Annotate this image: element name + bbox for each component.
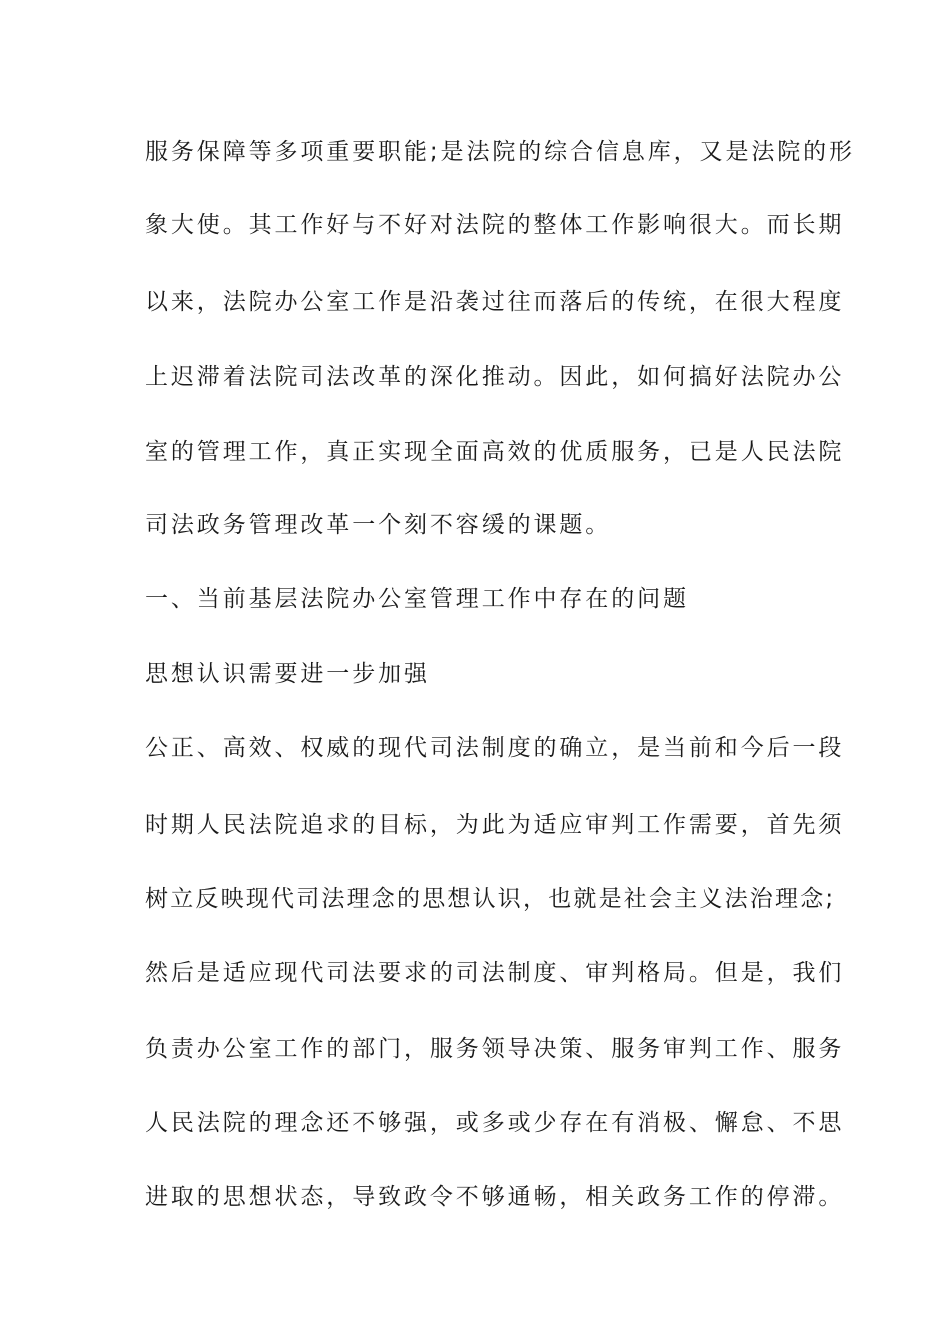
section-heading: 一、当前基层法院办公室管理工作中存在的问题: [145, 586, 689, 612]
body-paragraph-line: 时期人民法院追求的目标，为此为适应审判工作需要，首先须: [145, 812, 845, 838]
body-paragraph-line: 公正、高效、权威的现代司法制度的确立，是当前和今后一段: [145, 735, 845, 761]
body-paragraph-line: 人民法院的理念还不够强，或多或少存在有消极、懈怠、不思: [145, 1110, 845, 1136]
body-paragraph-line: 上迟滞着法院司法改革的深化推动。因此，如何搞好法院办公: [145, 364, 845, 390]
body-paragraph-line: 负责办公室工作的部门，服务领导决策、服务审判工作、服务: [145, 1036, 845, 1062]
body-paragraph-line: 进取的思想状态，导致政令不够通畅，相关政务工作的停滞。: [145, 1184, 845, 1210]
body-paragraph-line: 司法政务管理改革一个刻不容缓的课题。: [145, 512, 612, 538]
body-paragraph-line: 服务保障等多项重要职能;是法院的综合信息库，又是法院的形: [145, 139, 855, 165]
body-paragraph-line: 室的管理工作，真正实现全面高效的优质服务，已是人民法院: [145, 439, 845, 465]
body-paragraph-line: 以来，法院办公室工作是沿袭过往而落后的传统，在很大程度: [145, 289, 845, 315]
body-paragraph-line: 然后是适应现代司法要求的司法制度、审判格局。但是，我们: [145, 960, 845, 986]
body-paragraph-line: 树立反映现代司法理念的思想认识，也就是社会主义法治理念;: [145, 886, 836, 912]
body-paragraph-line: 象大使。其工作好与不好对法院的整体工作影响很大。而长期: [145, 212, 845, 238]
subsection-heading: 思想认识需要进一步加强: [145, 661, 430, 687]
